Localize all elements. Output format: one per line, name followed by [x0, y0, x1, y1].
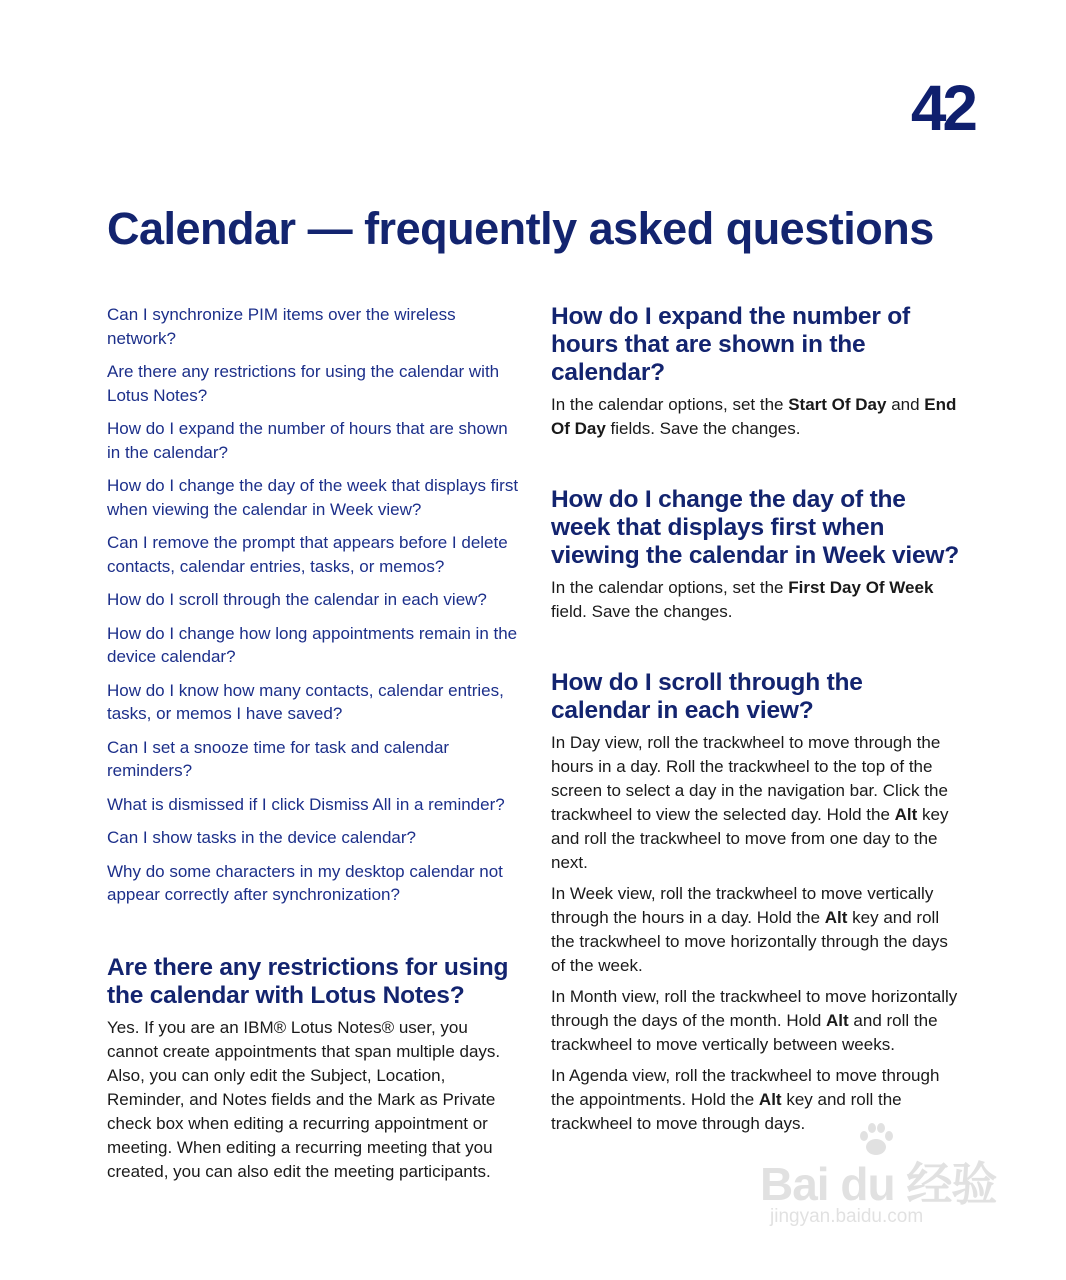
section-body: In the calendar options, set the First Day Of Week field. Save the changes.: [551, 578, 934, 621]
page-number: 42: [910, 72, 974, 144]
section-body: Yes. If you are an IBM® Lotus Notes® user, you cannot create appointments that span multiple days. Also, you can only edit the Subject, Location, Reminder, and Notes fields and the Mark as Private check box when editing a recurring appointment or meeting. When editing a recurring meeting that you created, you can also edit the meeting participants.: [107, 1017, 501, 1181]
watermark-brand: Bai du 经验: [760, 1158, 997, 1210]
faq-link-snooze-time[interactable]: Can I set a snooze time for task and calendar reminders?: [107, 737, 450, 780]
section-heading: How do I change the day of the week that displays first when viewing the calendar in Week view?: [551, 486, 960, 569]
faq-link-characters-incorrect[interactable]: Why do some characters in my desktop calendar not appear correctly after synchronization?: [107, 861, 503, 904]
baidu-watermark: [760, 1120, 1000, 1240]
field-name: Start Of Day: [788, 395, 887, 414]
section-body: In the calendar options, set the Start Of Day and End Of Day fields. Save the changes.: [551, 395, 957, 438]
key-name: Alt: [758, 1090, 782, 1109]
section-heading: How do I expand the number of hours that are shown in the calendar?: [551, 303, 910, 386]
faq-link-remove-delete-prompt[interactable]: Can I remove the prompt that appears before I delete contacts, calendar entries, tasks, or memos?: [107, 533, 508, 576]
faq-link-synchronize-pim[interactable]: Can I synchronize PIM items over the wireless network?: [107, 305, 456, 348]
month-view-paragraph: In Month view, roll the trackwheel to move horizontally through the days of the month. Hold Alt and roll the trackwheel to move vertically between weeks.: [551, 987, 958, 1054]
section-lotus-restrictions: [107, 954, 519, 1184]
field-name: First Day Of Week: [788, 578, 934, 597]
key-name: Alt: [826, 1011, 849, 1030]
watermark-url: jingyan.baidu.com: [770, 1206, 924, 1227]
key-name: Alt: [824, 908, 848, 927]
faq-link-dismiss-all[interactable]: What is dismissed if I click Dismiss All in a reminder?: [107, 794, 505, 814]
day-view-paragraph: In Day view, roll the trackwheel to move through the hours in a day. Roll the trackwheel to the top of the screen to select a day in the navigation bar. Click the trackwheel to view the selected day. Hold the Alt key and roll the trackwheel to move from one day to the next.: [551, 733, 949, 872]
faq-link-appointment-retention[interactable]: How do I change how long appointments remain in the device calendar?: [107, 623, 518, 666]
agenda-view-paragraph: In Agenda view, roll the trackwheel to move through the appointments. Hold the Alt key and roll the trackwheel to move through days.: [551, 1066, 940, 1133]
faq-link-saved-items-count[interactable]: How do I know how many contacts, calendar entries, tasks, or memos I have saved?: [107, 680, 504, 723]
section-scroll-calendar: [551, 669, 963, 1136]
section-heading: Are there any restrictions for using the calendar with Lotus Notes?: [107, 953, 509, 1009]
right-column: [551, 303, 963, 1143]
left-column: [107, 303, 519, 1191]
faq-link-lotus-restrictions[interactable]: Are there any restrictions for using the calendar with Lotus Notes?: [107, 362, 500, 405]
section-heading: How do I scroll through the calendar in each view?: [551, 669, 863, 724]
field-name: End Of Day: [551, 395, 957, 438]
faq-link-scroll-calendar[interactable]: How do I scroll through the calendar in each view?: [107, 590, 487, 609]
faq-link-list: [107, 303, 519, 907]
faq-link-first-day-of-week[interactable]: How do I change the day of the week that displays first when viewing the calendar in Week view?: [107, 476, 519, 519]
week-view-paragraph: In Week view, roll the trackwheel to move vertically through the hours in a day. Hold the Alt key and roll the trackwheel to move horizontally through the days of the week.: [551, 884, 948, 975]
section-expand-hours: [551, 303, 963, 441]
key-name: Alt: [894, 805, 918, 824]
page-title: Calendar — frequently asked questions: [107, 203, 934, 254]
faq-link-show-tasks[interactable]: Can I show tasks in the device calendar?: [107, 828, 417, 847]
faq-link-expand-hours[interactable]: How do I expand the number of hours that are shown in the calendar?: [107, 419, 508, 462]
section-first-day-of-week: [551, 486, 963, 624]
